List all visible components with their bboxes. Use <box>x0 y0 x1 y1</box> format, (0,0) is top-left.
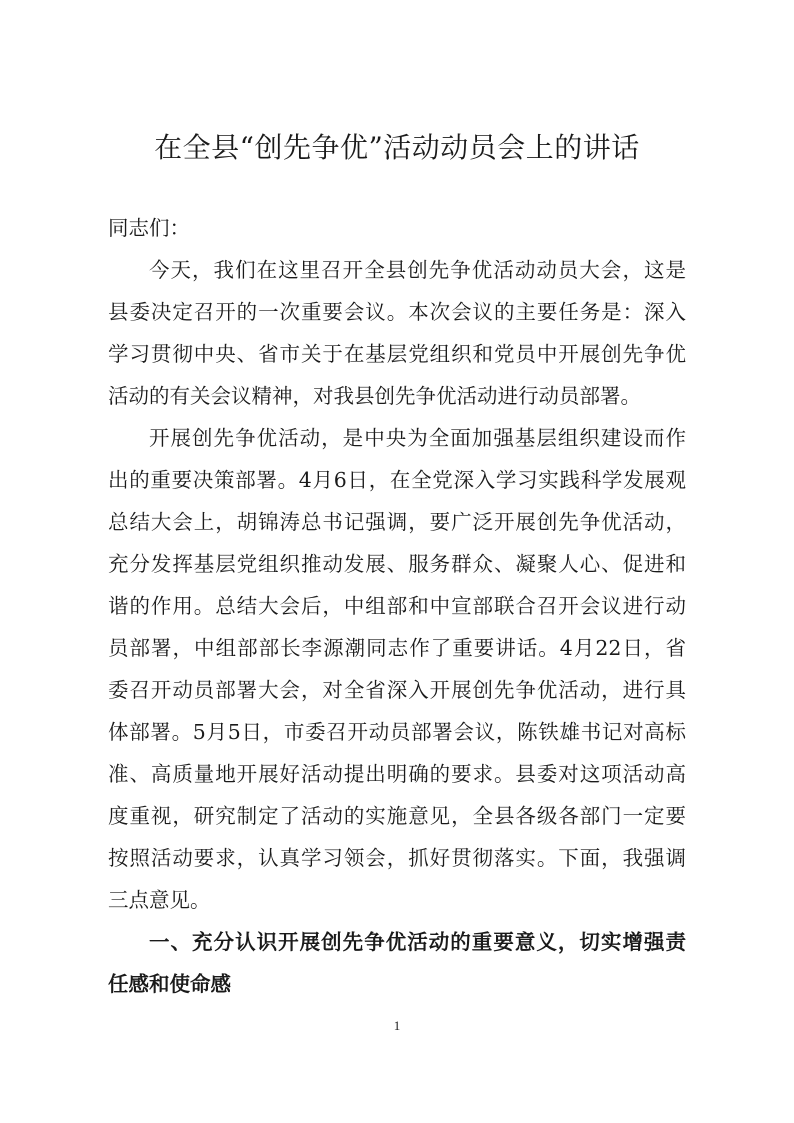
paragraph-2-line: 度重视，研究制定了活动的实施意见，全县各级各部门一定要 <box>108 804 686 828</box>
paragraph-1-line: 学习贯彻中央、省市关于在基层党组织和党员中开展创先争优 <box>108 342 686 366</box>
paragraph-1-line: 活动的有关会议精神，对我县创先争优活动进行动员部署。 <box>108 384 641 408</box>
paragraph-2-line: 开展创先争优活动，是中央为全面加强基层组织建设而作 <box>149 426 686 450</box>
paragraph-2-line: 充分发挥基层党组织推动发展、服务群众、凝聚人心、促进和 <box>108 552 686 576</box>
section-heading-line: 任感和使命感 <box>108 972 231 996</box>
document-title: 在全县“创先争优”活动动员会上的讲话 <box>154 131 640 164</box>
salutation: 同志们： <box>108 216 190 240</box>
paragraph-1-line: 今天，我们在这里召开全县创先争优活动动员大会，这是 <box>149 258 686 282</box>
paragraph-2-line: 体部署。5月5日，市委召开动员部署会议，陈铁雄书记对高标 <box>108 720 686 744</box>
paragraph-2-line: 按照活动要求，认真学习领会，抓好贯彻落实。下面，我强调 <box>108 846 686 870</box>
paragraph-2-line: 谐的作用。总结大会后，中组部和中宣部联合召开会议进行动 <box>108 594 686 618</box>
paragraph-2-line: 总结大会上，胡锦涛总书记强调，要广泛开展创先争优活动， <box>108 510 686 534</box>
paragraph-2-line: 委召开动员部署大会，对全省深入开展创先争优活动，进行具 <box>108 678 686 702</box>
paragraph-2-line: 准、高质量地开展好活动提出明确的要求。县委对这项活动高 <box>108 762 686 786</box>
paragraph-2-line: 员部署，中组部部长李源潮同志作了重要讲话。4月22日，省 <box>108 636 686 660</box>
paragraph-2-line: 出的重要决策部署。4月6日，在全党深入学习实践科学发展观 <box>108 468 686 492</box>
paragraph-2-line: 三点意见。 <box>108 888 211 912</box>
paragraph-1-line: 县委决定召开的一次重要会议。本次会议的主要任务是：深入 <box>108 300 686 324</box>
section-heading-line: 一、充分认识开展创先争优活动的重要意义，切实增强责 <box>149 930 686 954</box>
page-number: 1 <box>393 1018 401 1033</box>
